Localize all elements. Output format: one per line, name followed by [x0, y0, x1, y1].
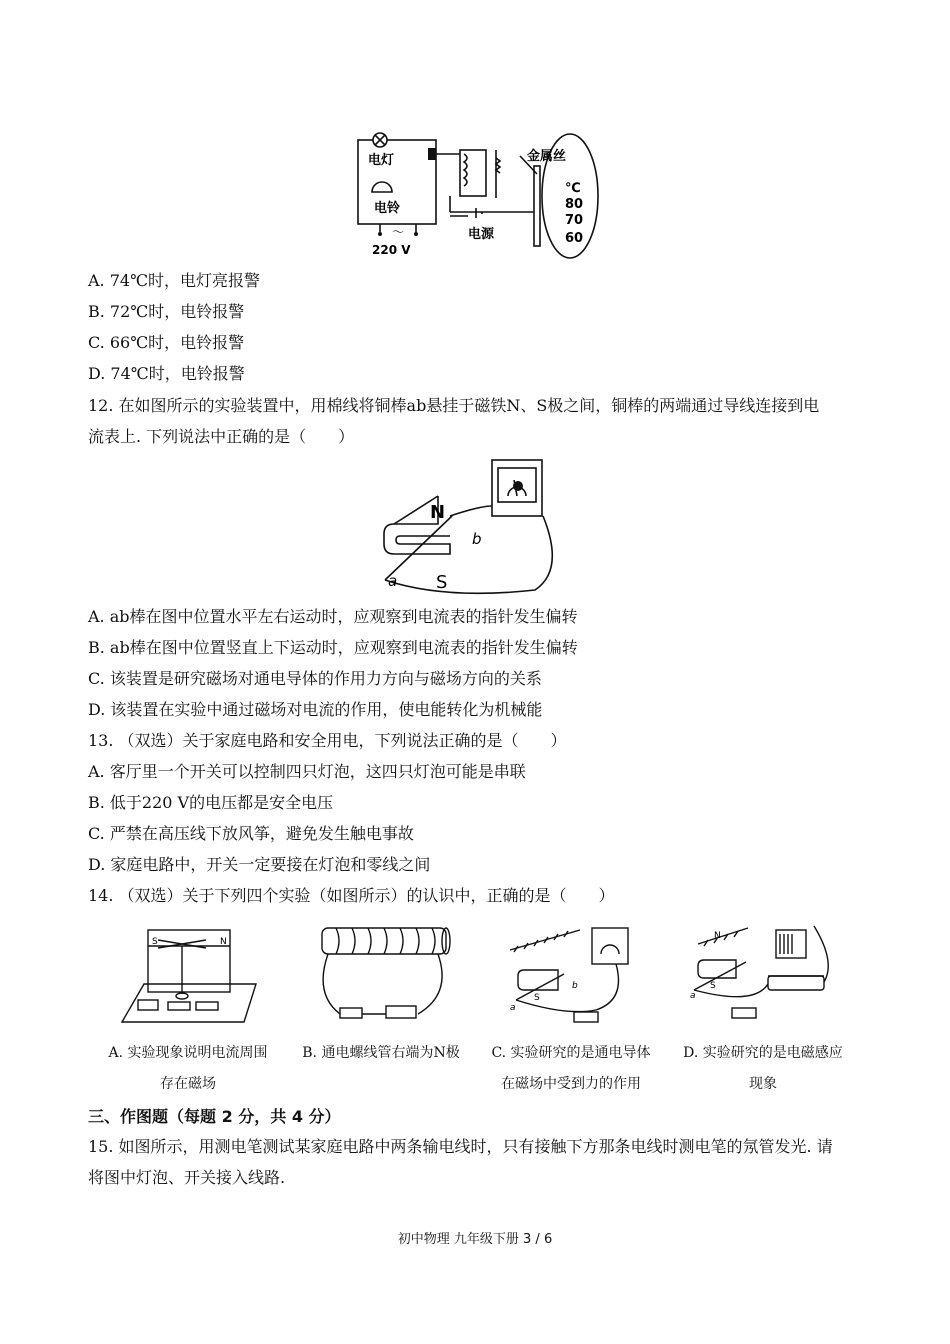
q11-option-a: A. 74℃时，电灯亮报警 [88, 271, 260, 290]
q13-option-c: C. 严禁在高压线下放风筝，避免发生触电事故 [88, 824, 414, 843]
q14-caption-a-line1: A. 实验现象说明电流周围 [108, 1045, 268, 1061]
q11-option-d: D. 74℃时，电铃报警 [88, 364, 245, 383]
q12-option-a: A. ab棒在图中位置水平左右运动时，应观察到电流表的指针发生偏转 [88, 607, 578, 626]
q13-option-b: B. 低于220 V的电压都是安全电压 [88, 793, 334, 812]
q11-option-b: B. 72℃时，电铃报警 [88, 302, 245, 321]
label-voltage: 220 V [372, 243, 411, 257]
figure-14d-induction [688, 924, 838, 1028]
q12-option-d: D. 该装置在实验中通过磁场对电流的作用，使电能转化为机械能 [88, 700, 543, 719]
label-14c-a: a [510, 1003, 516, 1013]
figure-14a-oersted [118, 924, 258, 1028]
q12-stem-line1: 12. 在如图所示的实验装置中，用棉线将铜棒ab悬挂于磁铁N、S极之间，铜棒的两端通过导线连接到电 [88, 396, 820, 415]
label-14c-b: b [572, 981, 578, 991]
label-70: 70 [565, 213, 584, 228]
label-bell: 电铃 [374, 201, 401, 216]
label-14d-a: a [690, 991, 696, 1001]
q14-caption-d-line2: 现象 [749, 1076, 777, 1092]
q15-stem-line1: 15. 如图所示，用测电笔测试某家庭电路中两条输电线时，只有接触下方那条电线时测电笔的氖管发光. 请 [88, 1137, 833, 1156]
q13-stem: 13. （双选）关于家庭电路和安全用电，下列说法正确的是（ ） [88, 731, 567, 750]
section-3-heading: 三、作图题（每题 2 分，共 4 分） [88, 1107, 341, 1126]
label-lamp: 电灯 [368, 153, 395, 168]
q13-option-a: A. 客厅里一个开关可以控制四只灯泡，这四只灯泡可能是串联 [88, 762, 526, 781]
q14-caption-a-line2: 存在磁场 [160, 1076, 216, 1092]
label-n-pole: N [430, 502, 446, 523]
label-14a-s: S [152, 937, 158, 947]
label-80: 80 [565, 197, 584, 212]
q14-caption-b-line1: B. 通电螺线管右端为N极 [302, 1045, 460, 1061]
q12-stem-line2: 流表上. 下列说法中正确的是（ ） [88, 427, 355, 446]
label-14d-n: N [714, 931, 721, 941]
q15-stem-line2: 将图中灯泡、开关接入线路. [88, 1168, 286, 1187]
q13-option-d: D. 家庭电路中，开关一定要接在灯泡和零线之间 [88, 855, 431, 874]
label-14a-n: N [220, 937, 227, 947]
figure-14b-solenoid [314, 924, 454, 1028]
q14-caption-d-line1: D. 实验研究的是电磁感应 [683, 1045, 843, 1061]
label-unit: ℃ [565, 181, 581, 196]
label-s-pole: S [436, 572, 448, 593]
figure-11-alarm-circuit [350, 128, 600, 260]
label-end-b: b [472, 530, 482, 548]
figure-12-induction-setup [380, 456, 560, 596]
q11-option-c: C. 66℃时，电铃报警 [88, 333, 245, 352]
q12-option-b: B. ab棒在图中位置竖直上下运动时，应观察到电流表的指针发生偏转 [88, 638, 578, 657]
label-60: 60 [565, 231, 584, 246]
q14-stem: 14. （双选）关于下列四个实验（如图所示）的认识中，正确的是（ ） [88, 886, 615, 905]
page-footer: 初中物理 九年级下册 3 / 6 [397, 1232, 553, 1247]
label-ac: ～ [392, 225, 405, 239]
label-14c-s: S [534, 993, 540, 1003]
label-wire: 金属丝 [527, 149, 567, 164]
label-power: 电源 [468, 227, 495, 242]
label-end-a: a [388, 572, 398, 590]
q14-caption-c-line1: C. 实验研究的是通电导体 [491, 1045, 651, 1061]
figure-14c-force-on-conductor [504, 924, 644, 1028]
label-14d-s: S [710, 981, 716, 991]
q12-option-c: C. 该装置是研究磁场对通电导体的作用力方向与磁场方向的关系 [88, 669, 542, 688]
q14-caption-c-line2: 在磁场中受到力的作用 [501, 1076, 641, 1092]
